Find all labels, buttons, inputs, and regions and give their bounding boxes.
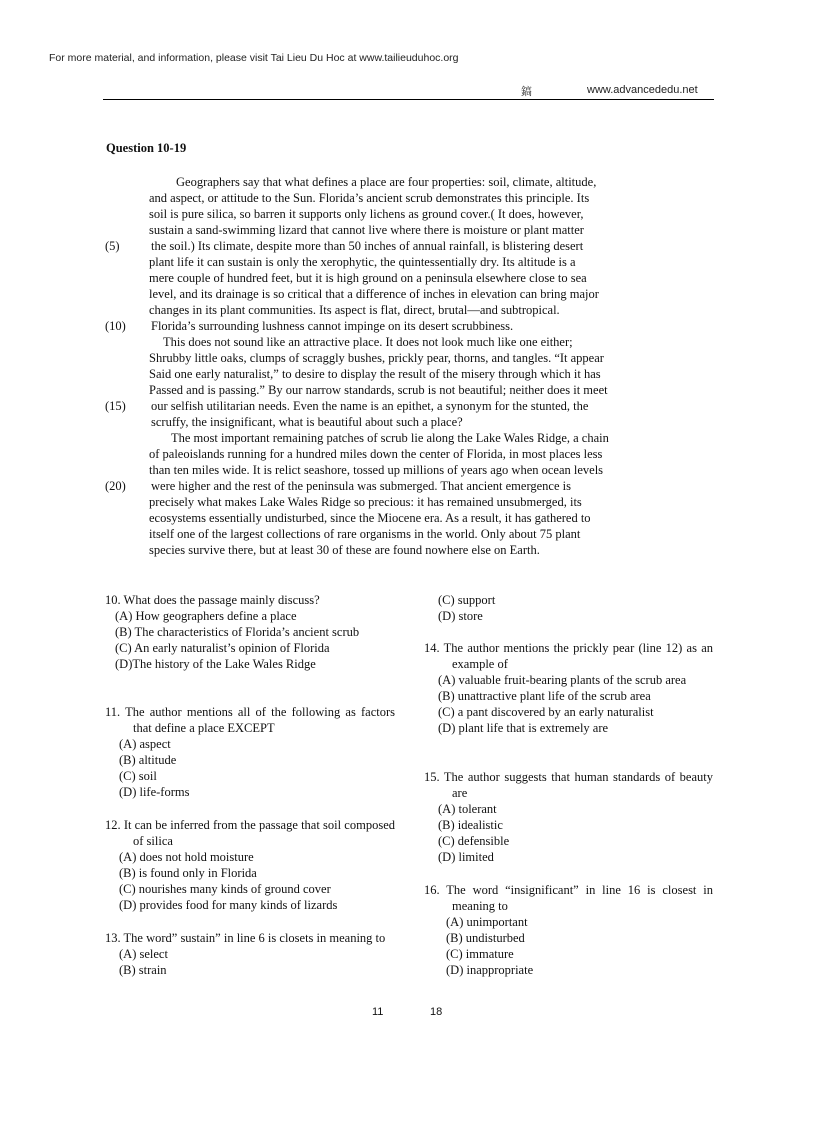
answer-option: (D) store	[438, 609, 483, 623]
question-16	[424, 882, 713, 978]
header-website: www.advancededu.net	[587, 84, 698, 96]
passage-line: our selfish utilitarian needs. Even the name is an epithet, a synonym for the stunted, the	[151, 399, 589, 413]
question-10	[105, 592, 395, 672]
question-stem: 13. The word” sustain” in line 6 is closets in meaning to	[105, 931, 386, 945]
answer-option: (C) An early naturalist’s opinion of Florida	[115, 641, 330, 655]
passage-line: mere couple of hundred feet, but it is high ground on a peninsula elsewhere close to sea	[149, 271, 587, 285]
passage-line: sustain a sand-swimming lizard that cannot live where there is moisture or plant matter	[149, 223, 584, 237]
passage-line: changes in its plant communities. Its aspect is flat, direct, brutal—and subtropical.	[149, 303, 560, 317]
answer-option: (B) strain	[119, 963, 167, 977]
line-number: (20)	[105, 479, 126, 493]
answer-option: (B) altitude	[119, 753, 177, 767]
passage-line: precisely what makes Lake Wales Ridge so precious: it has remained unsubmerged, its	[149, 495, 582, 509]
answer-option: (B) The characteristics of Florida’s ancient scrub	[115, 625, 360, 639]
page-number-secondary: 18	[430, 1006, 443, 1018]
answer-option: (C) soil	[119, 769, 157, 783]
answer-option: (C) support	[438, 593, 496, 607]
passage-line: Said one early naturalist,” to desire to display the result of the misery through which it has	[149, 367, 601, 381]
answer-option: (C) nourishes many kinds of ground cover	[119, 882, 331, 896]
question-12	[105, 817, 395, 913]
passage-line: of paleoislands running for a hundred miles down the center of Florida, in most places less	[149, 447, 603, 461]
site-banner: For more material, and information, please visit Tai Lieu Du Hoc at www.tailieuduhoc.org	[49, 52, 459, 64]
answer-option: (D) plant life that is extremely are	[438, 721, 609, 735]
question-stem: 11. The author mentions all of the following as factors that define a place EXCEPT	[105, 705, 395, 735]
line-number: (5)	[105, 239, 120, 253]
question-15	[424, 769, 713, 865]
line-number: (15)	[105, 399, 126, 413]
passage-line: were higher and the rest of the peninsula was submerged. That ancient emergence is	[151, 479, 571, 493]
question-stem: 12. It can be inferred from the passage that soil composed of silica	[105, 818, 395, 848]
passage-line: Shrubby little oaks, clumps of scraggly bushes, prickly pear, thorns, and tangles. “It appear	[149, 351, 604, 365]
line-number: (10)	[105, 319, 126, 333]
passage-line: plant life it can sustain is only the xerophytic, the quintessentially dry. Its altitude is a	[149, 255, 576, 269]
question-11	[105, 704, 395, 800]
question-stem: 10. What does the passage mainly discuss?	[105, 593, 320, 607]
passage-line: The most important remaining patches of scrub lie along the Lake Wales Ridge, a chain	[171, 431, 609, 445]
passage-line: Florida’s surrounding lushness cannot impinge on its desert scrubbiness.	[151, 319, 514, 333]
answer-option: (D)The history of the Lake Wales Ridge	[115, 657, 316, 671]
header-glyph: 鎬	[521, 85, 532, 98]
answer-option: (B) idealistic	[438, 818, 503, 832]
question-13-continued	[438, 592, 718, 624]
question-14	[424, 640, 713, 736]
question-stem: 14. The author mentions the prickly pear (line 12) as an example of	[424, 641, 713, 671]
answer-option: (B) is found only in Florida	[119, 866, 257, 880]
question-13	[105, 930, 395, 978]
answer-option: (A) aspect	[119, 737, 171, 751]
passage-line: This does not sound like an attractive place. It does not look much like one either;	[163, 335, 573, 349]
passage-line: level, and its drainage is so critical that a difference of inches in elevation can bring major	[149, 287, 599, 301]
answer-option: (D) limited	[438, 850, 494, 864]
question-stem: 15. The author suggests that human standards of beauty are	[424, 770, 713, 800]
answer-option: (A) select	[119, 947, 168, 961]
header-rule	[103, 99, 714, 100]
answer-option: (A) How geographers define a place	[115, 609, 297, 623]
answer-option: (A) valuable fruit-bearing plants of the scrub area	[438, 673, 687, 687]
passage-line: soil is pure silica, so barren it supports only lichens as ground cover.( It does, however,	[149, 207, 584, 221]
answer-option: (C) immature	[446, 947, 514, 961]
page-number: 11	[372, 1006, 384, 1018]
answer-option: (B) undisturbed	[446, 931, 525, 945]
answer-option: (D) inappropriate	[446, 963, 534, 977]
passage-line: Passed and is passing.” By our narrow standards, scrub is not beautiful; neither does it meet	[149, 383, 608, 397]
passage-line: and aspect, or attitude to the Sun. Florida’s ancient scrub demonstrates this principle. Its	[149, 191, 590, 205]
answer-option: (A) tolerant	[438, 802, 497, 816]
answer-option: (A) does not hold moisture	[119, 850, 254, 864]
answer-option: (C) defensible	[438, 834, 510, 848]
answer-option: (A) unimportant	[446, 915, 528, 929]
passage-line: than ten miles wide. It is relict seashore, tossed up millions of years ago when ocean levels	[149, 463, 604, 477]
passage-line: scruffy, the insignificant, what is beautiful about such a place?	[151, 415, 463, 429]
answer-option: (D) life-forms	[119, 785, 190, 799]
passage-line: Geographers say that what defines a place are four properties: soil, climate, altitude,	[176, 175, 597, 189]
question-stem: 16. The word “insignificant” in line 16 is closest in meaning to	[424, 883, 713, 913]
passage-line: itself one of the largest collections of rare organisms in the world. Only about 75 plant	[149, 527, 581, 541]
question-title: Question 10-19	[106, 141, 187, 155]
passage-line: ecosystems essentially undisturbed, since the Miocene era. As a result, it has gathered to	[149, 511, 591, 525]
answer-option: (C) a pant discovered by an early naturalist	[438, 705, 654, 719]
answer-option: (B) unattractive plant life of the scrub area	[438, 689, 651, 703]
answer-option: (D) provides food for many kinds of lizards	[119, 898, 338, 912]
passage-line: species survive there, but at least 30 of these are found nowhere else on Earth.	[149, 543, 540, 557]
passage-line: the soil.) Its climate, despite more than 50 inches of annual rainfall, is blistering desert	[151, 239, 584, 253]
